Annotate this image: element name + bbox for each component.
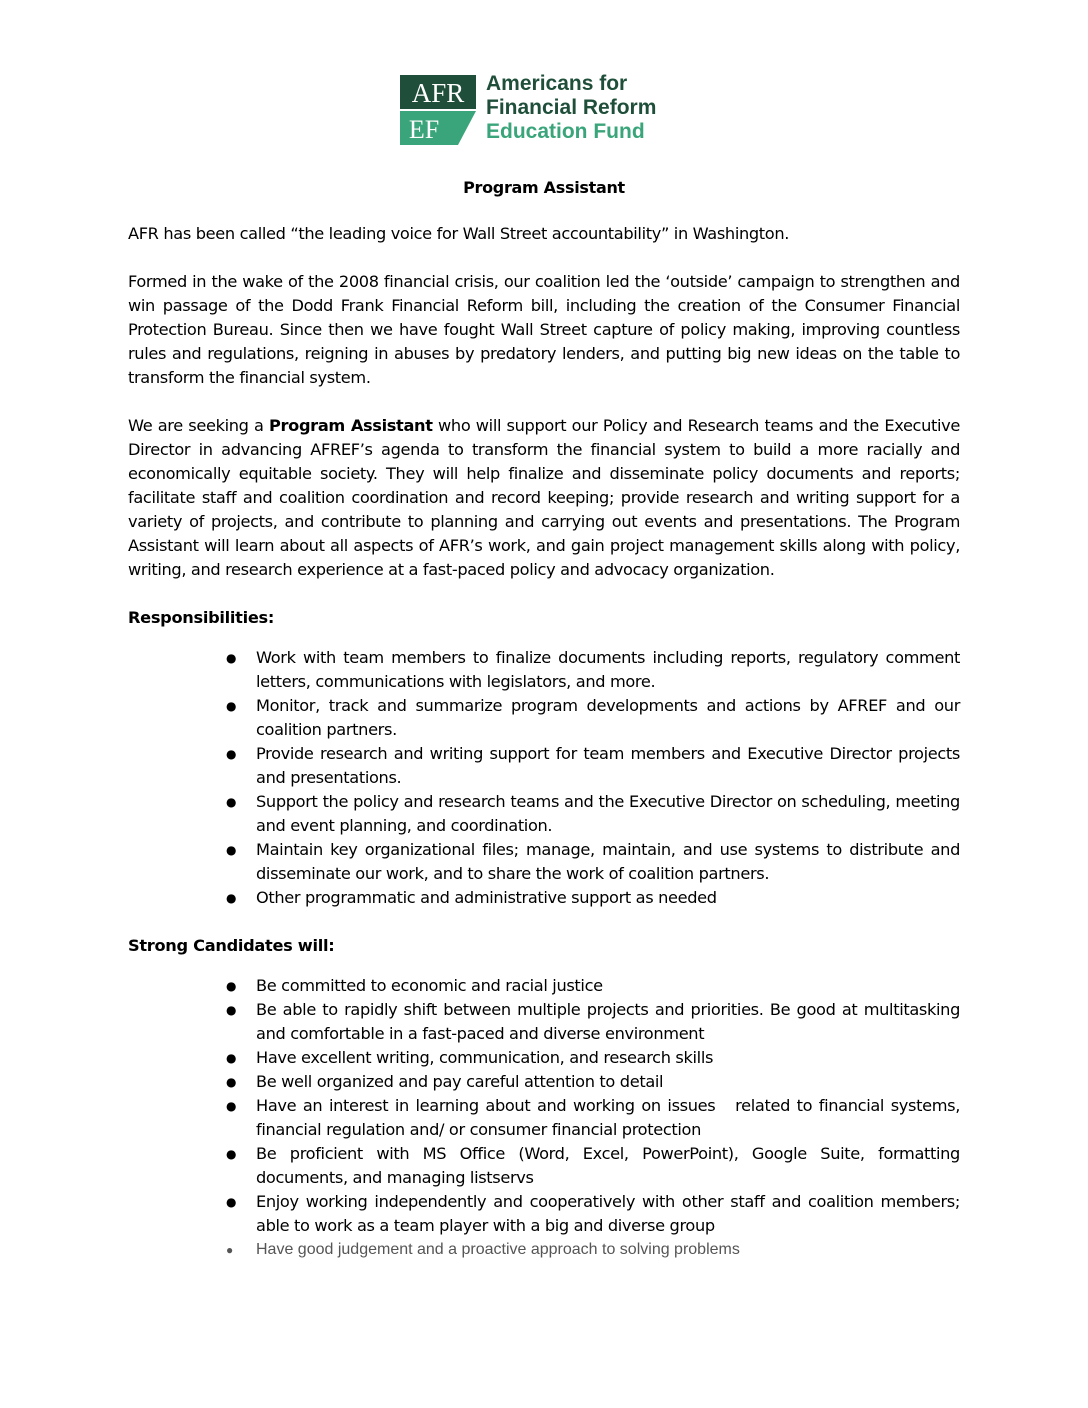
bullet-icon: ● [226, 747, 237, 761]
bullet-icon: ● [226, 1051, 237, 1065]
logo-line-2: Financial Reform [486, 96, 657, 119]
document-body [128, 176, 965, 1286]
seeking-role: Program Assistant [269, 416, 433, 435]
afref-logo [400, 72, 700, 147]
list-item: ● Be committed to economic and racial justice [256, 974, 960, 998]
responsibilities-list [128, 646, 960, 910]
list-item: ● Be proficient with MS Office (Word, Excel, PowerPoint), Google Suite, formatting documents, and managing listservs [226, 1144, 960, 1187]
bullet-icon: ● [226, 1195, 237, 1209]
list-item: ● Monitor, track and summarize program developments and actions by AFREF and our coalition partners. [226, 696, 960, 739]
list-item: ● Work with team members to finalize documents including reports, regulatory comment letters, communications with legislators, and more. [226, 648, 960, 691]
logo-line-1: Americans for [486, 72, 628, 95]
list-item: ● Maintain key organizational files; manage, maintain, and use systems to distribute and disseminate our work, and to share the work of coalition partners. [226, 840, 960, 883]
logo-mark-top: AFR [411, 78, 465, 108]
candidates-heading: Strong Candidates will: [128, 936, 335, 955]
logo-mark-bottom: EF [408, 115, 440, 144]
list-item: ● Enjoy working independently and cooperatively with other staff and coalition members; able to work as a team player with a big and diverse group [226, 1192, 960, 1235]
bullet-icon: ● [226, 843, 237, 857]
intro-paragraph: AFR has been called “the leading voice for Wall Street accountability” in Washington. [128, 224, 790, 243]
history-paragraph: Formed in the wake of the 2008 financial crisis, our coalition led the ‘outside’ campaign to strengthen and win passage of the Dodd Frank Financial Reform bill, including the creation of the Consumer Financial Protection Bureau. Since then we have fought Wall Street capture of policy making, improving countless rules and regulations, reigning in abuses by predatory lenders, and putting big new ideas on the table to transform the financial system. [128, 272, 960, 387]
list-item: ● Provide research and writing support for team members and Executive Director projects and presentations. [226, 744, 960, 787]
seeking-paragraph [128, 414, 960, 582]
bullet-icon: ● [226, 699, 237, 713]
bullet-icon: ● [226, 1147, 237, 1161]
list-item: ● Support the policy and research teams and the Executive Director on scheduling, meeting and event planning, and coordination. [226, 792, 960, 835]
list-item: ● Have good judgement and a proactive approach to solving problems [256, 1238, 960, 1262]
seeking-before: We are seeking a [128, 416, 270, 435]
list-item: ● Have excellent writing, communication, and research skills [256, 1046, 960, 1070]
bullet-icon: ● [226, 1003, 237, 1017]
bullet-icon: ● [226, 979, 237, 993]
seeking-after: who will support our Policy and Research teams and the Executive Director in advancing AFREF’s agenda to transform the financial system to build a more racially and economically equitable society. They will help finalize and disseminate policy documents and reports; facilitate staff and coalition coordination and record keeping; provide research and writing support for a variety of projects, and contribute to planning and carrying out events and presentations. The Program Assistant will learn about all aspects of AFR’s work, and gain project management skills along with policy, writing, and research experience at a fast-paced policy and advocacy organization. [128, 416, 961, 579]
list-item: ● Other programmatic and administrative support as needed [256, 886, 960, 910]
bullet-icon: ● [226, 1243, 234, 1257]
bullet-icon: ● [226, 1075, 237, 1089]
list-item: ● Have an interest in learning about and working on issues related to financial systems, financial regulation and/ or consumer financial protection [226, 1096, 965, 1139]
page-title: Program Assistant [463, 178, 625, 197]
logo-line-3: Education Fund [486, 120, 645, 143]
afref-logo-mark [400, 75, 476, 145]
list-item: ● Be well organized and pay careful attention to detail [256, 1070, 960, 1094]
bullet-icon: ● [226, 1099, 237, 1113]
bullet-icon: ● [226, 891, 237, 905]
logo-wordmark [486, 72, 656, 144]
candidates-list [128, 974, 965, 1262]
bullet-icon: ● [226, 795, 237, 809]
bullet-icon: ● [226, 651, 237, 665]
responsibilities-heading: Responsibilities: [128, 608, 275, 627]
list-item: ● Be able to rapidly shift between multiple projects and priorities. Be good at multitasking and comfortable in a fast-paced and diverse environment [226, 1000, 960, 1043]
